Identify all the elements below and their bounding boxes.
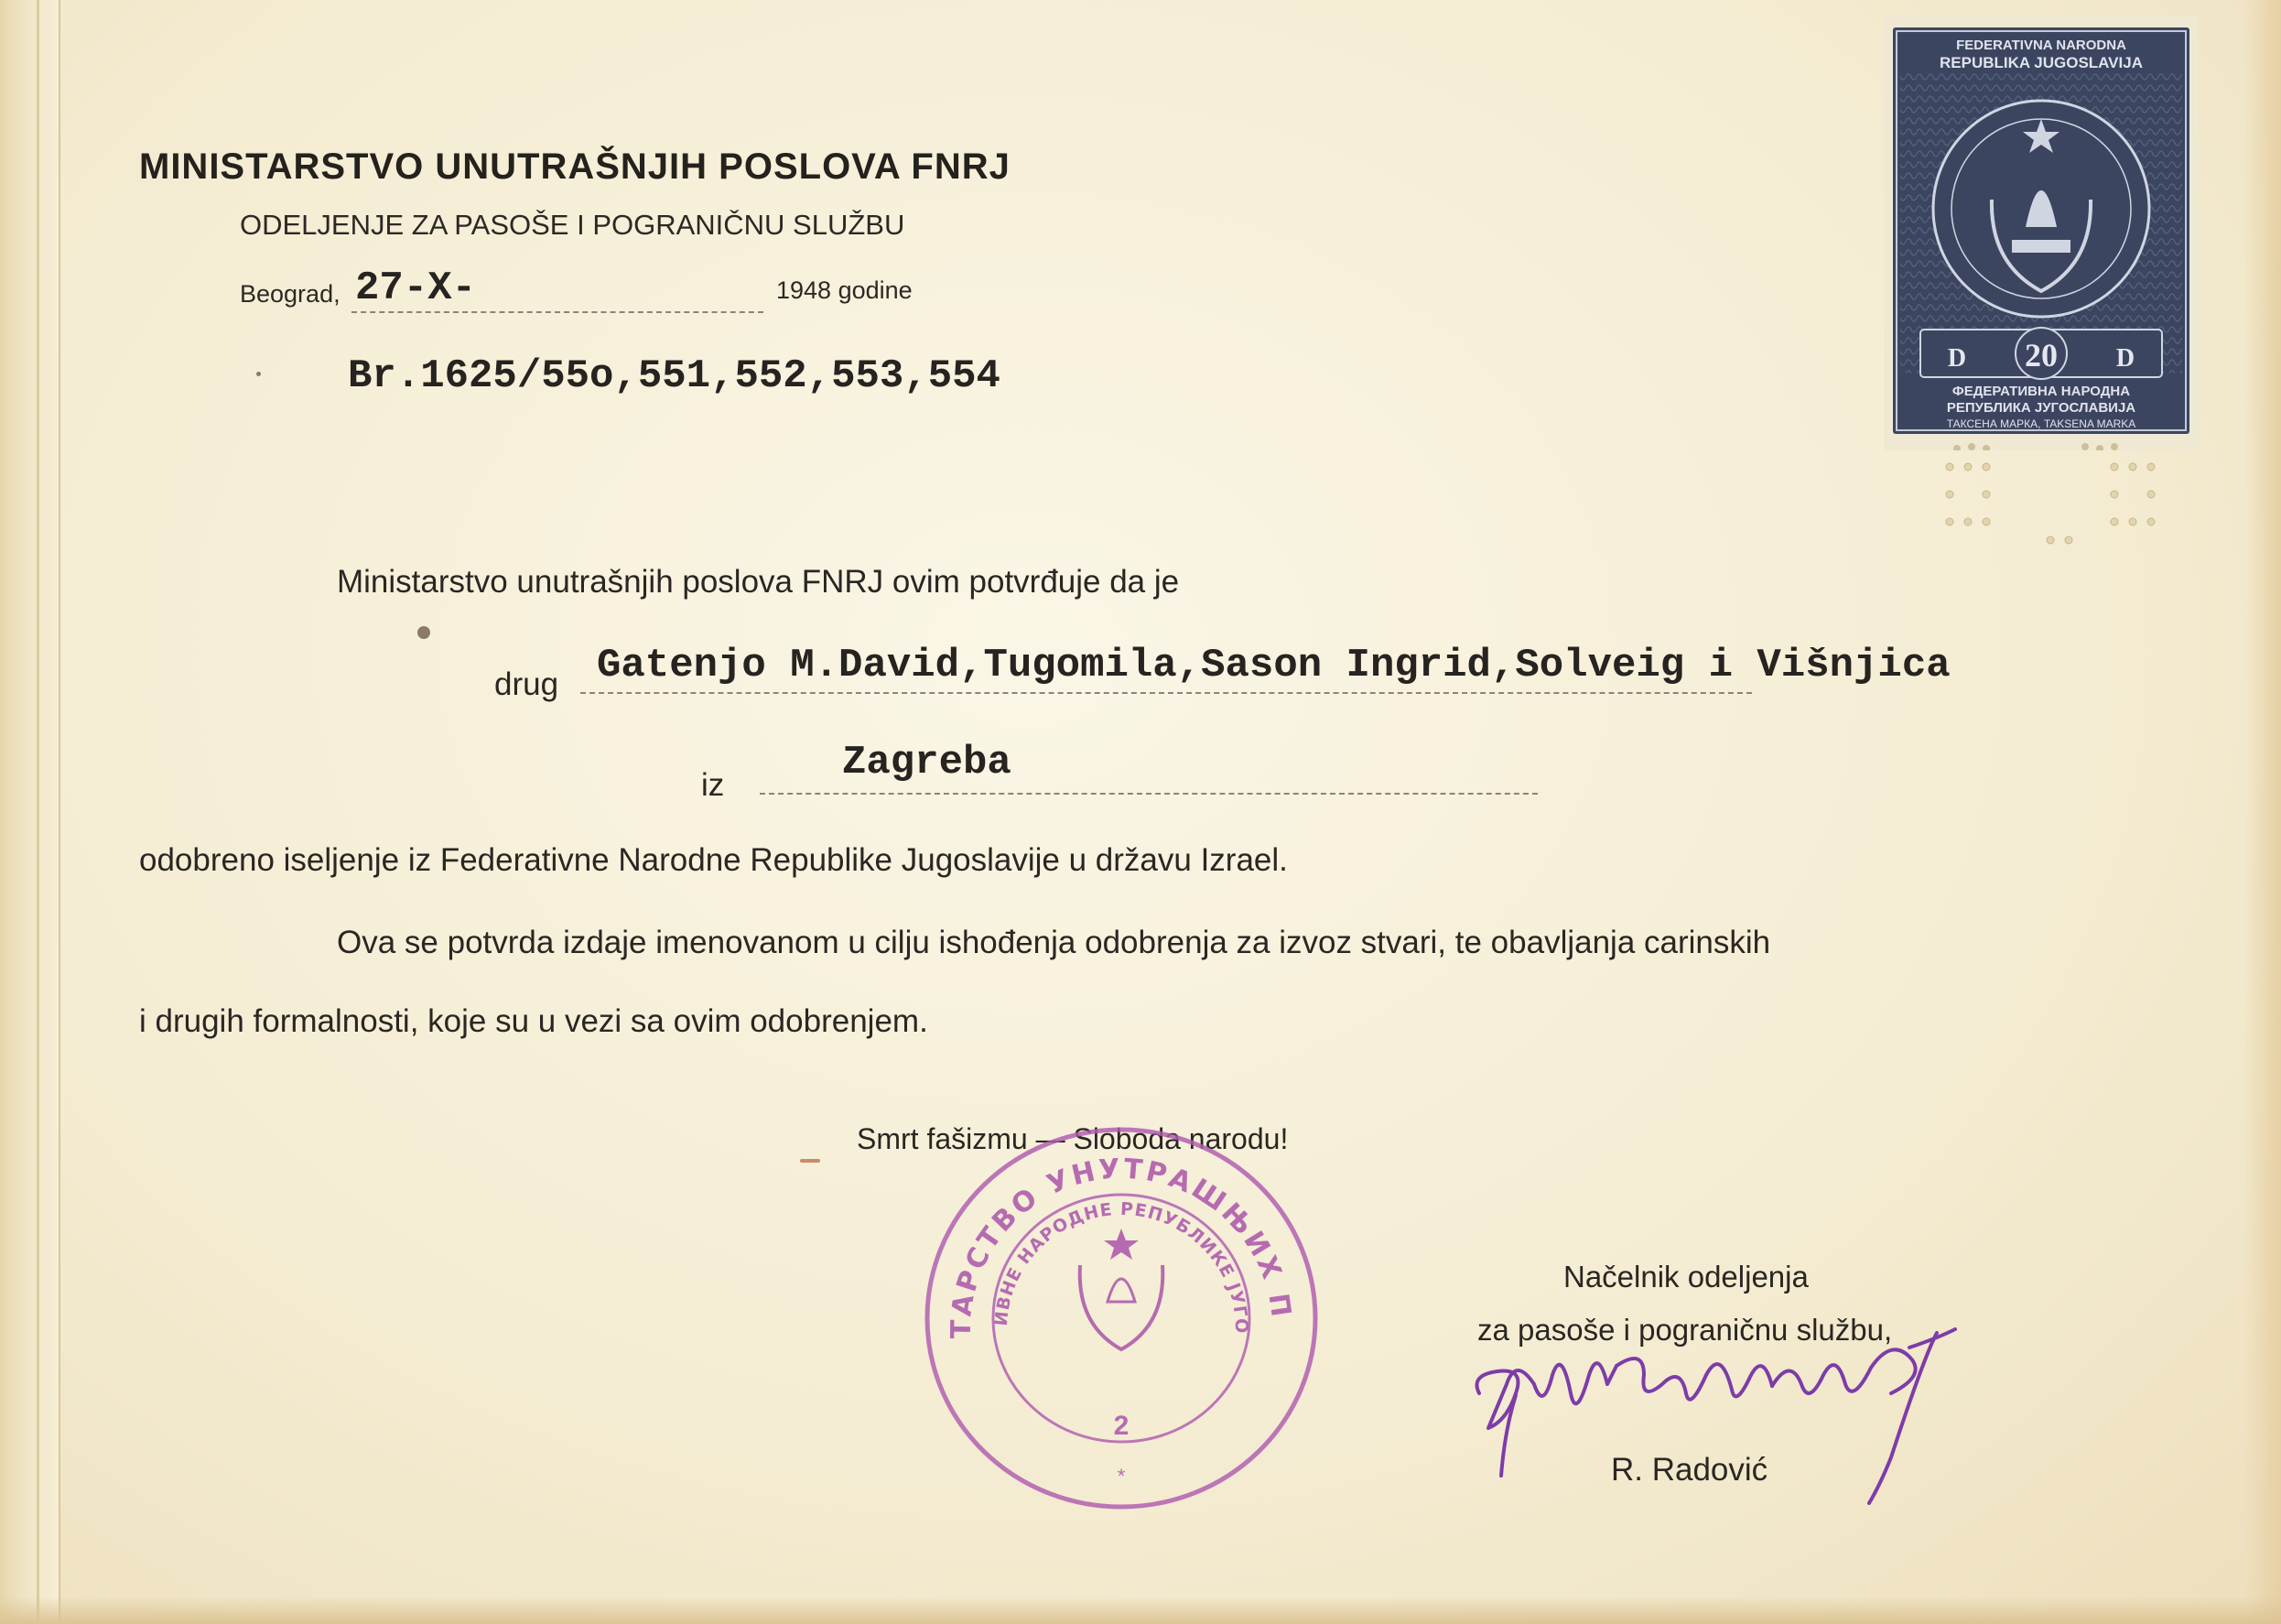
stamp-bottom-line-3: ТАКСЕНА МАРКА, TAKSENA MARKA [1946,417,2136,430]
stamp-date-ribbon [2012,240,2070,253]
names-dotted-line [580,692,1752,694]
paper-bottom-edge [0,1597,2281,1624]
signatory-title-line-1: Načelnik odeljenja [1563,1260,1809,1294]
stamp-bottom-line-1: ФЕДЕРАТИВНА НАРОДНА [1951,384,2131,399]
official-round-seal [915,1119,1327,1518]
ink-spot [256,372,261,376]
stamp-top-line-2: REPUBLIKA JUGOSLAVIJA [1940,54,2143,71]
signatory-title-line-2: za pasoše i pograničnu službu, [1477,1313,1893,1347]
city-typed: Zagreba [842,740,1011,785]
intro-text: Ministarstvo unutrašnjih poslova FNRJ ovim potvrđuje da je [337,564,1180,600]
purpose-line-1: Ova se potvrda izdaje imenovanom u cilju ishođenja odobrenja za izvoz stvari, te obavljanja carinskih [337,925,1771,960]
slogan: Smrt fašizmu — Sloboda narodu! [857,1122,1289,1155]
ink-spot [417,626,430,639]
seal-number: 2 [1113,1411,1130,1441]
handwritten-signature [1461,1320,1973,1512]
punched-holes [1931,449,2206,558]
seal-torch-icon [1108,1279,1135,1302]
iz-label: iz [701,767,725,803]
city-dotted-line [760,793,1538,795]
stamp-top-line-1: FEDERATIVNA NARODNA [1956,38,2126,53]
place-label: Beograd, [240,280,341,308]
names-typed: Gatenjo M.David,Tugomila,Sason Ingrid,Solveig i Višnjica [597,643,1951,688]
year-suffix: 1948 godine [776,276,913,304]
paper-left-edge [0,0,60,1624]
paper-right-edge [2244,0,2281,1624]
reference-number: Br.1625/55o,551,552,553,554 [348,353,1000,399]
seal-outer-text: ТАРСТВО УНУТРАШЊИХ П [945,1153,1298,1339]
ministry-heading: MINISTARSTVO UNUTRAŠNJIH POSLOVA FNRJ [139,146,1011,187]
seal-bottom-star-icon: * [1117,1465,1126,1488]
date-dotted-line [351,311,763,313]
stamp-value: 20 [2025,337,2058,374]
seal-outer-ring [927,1130,1315,1507]
stamp-right-letter: D [2115,344,2135,373]
department-subheading: ODELJENJE ZA PASOŠE I POGRANIČNU SLUŽBU [240,209,905,241]
ink-spot [800,1159,820,1163]
signatory-name: R. Radović [1611,1452,1768,1488]
stamp-left-letter: D [1947,344,1967,373]
revenue-stamp [1884,16,2199,450]
stamp-bottom-line-2: РЕПУБЛИКА ЈУГОСЛАВИЈА [1946,400,2136,416]
approval-text: odobreno iseljenje iz Federativne Narodne Republike Jugoslavije u državu Izrael. [139,842,1288,878]
drug-label: drug [494,666,559,702]
purpose-line-2: i drugih formalnosti, koje su u vezi sa ovim odobrenjem. [139,1003,928,1039]
date-typed: 27-X- [355,265,477,311]
seal-inner-text: ИВНЕ НАРОДНЕ РЕПУБЛИКЕ ЈУГО [990,1198,1252,1335]
paper-margin-line [37,0,39,1624]
seal-star-icon [1104,1229,1139,1260]
